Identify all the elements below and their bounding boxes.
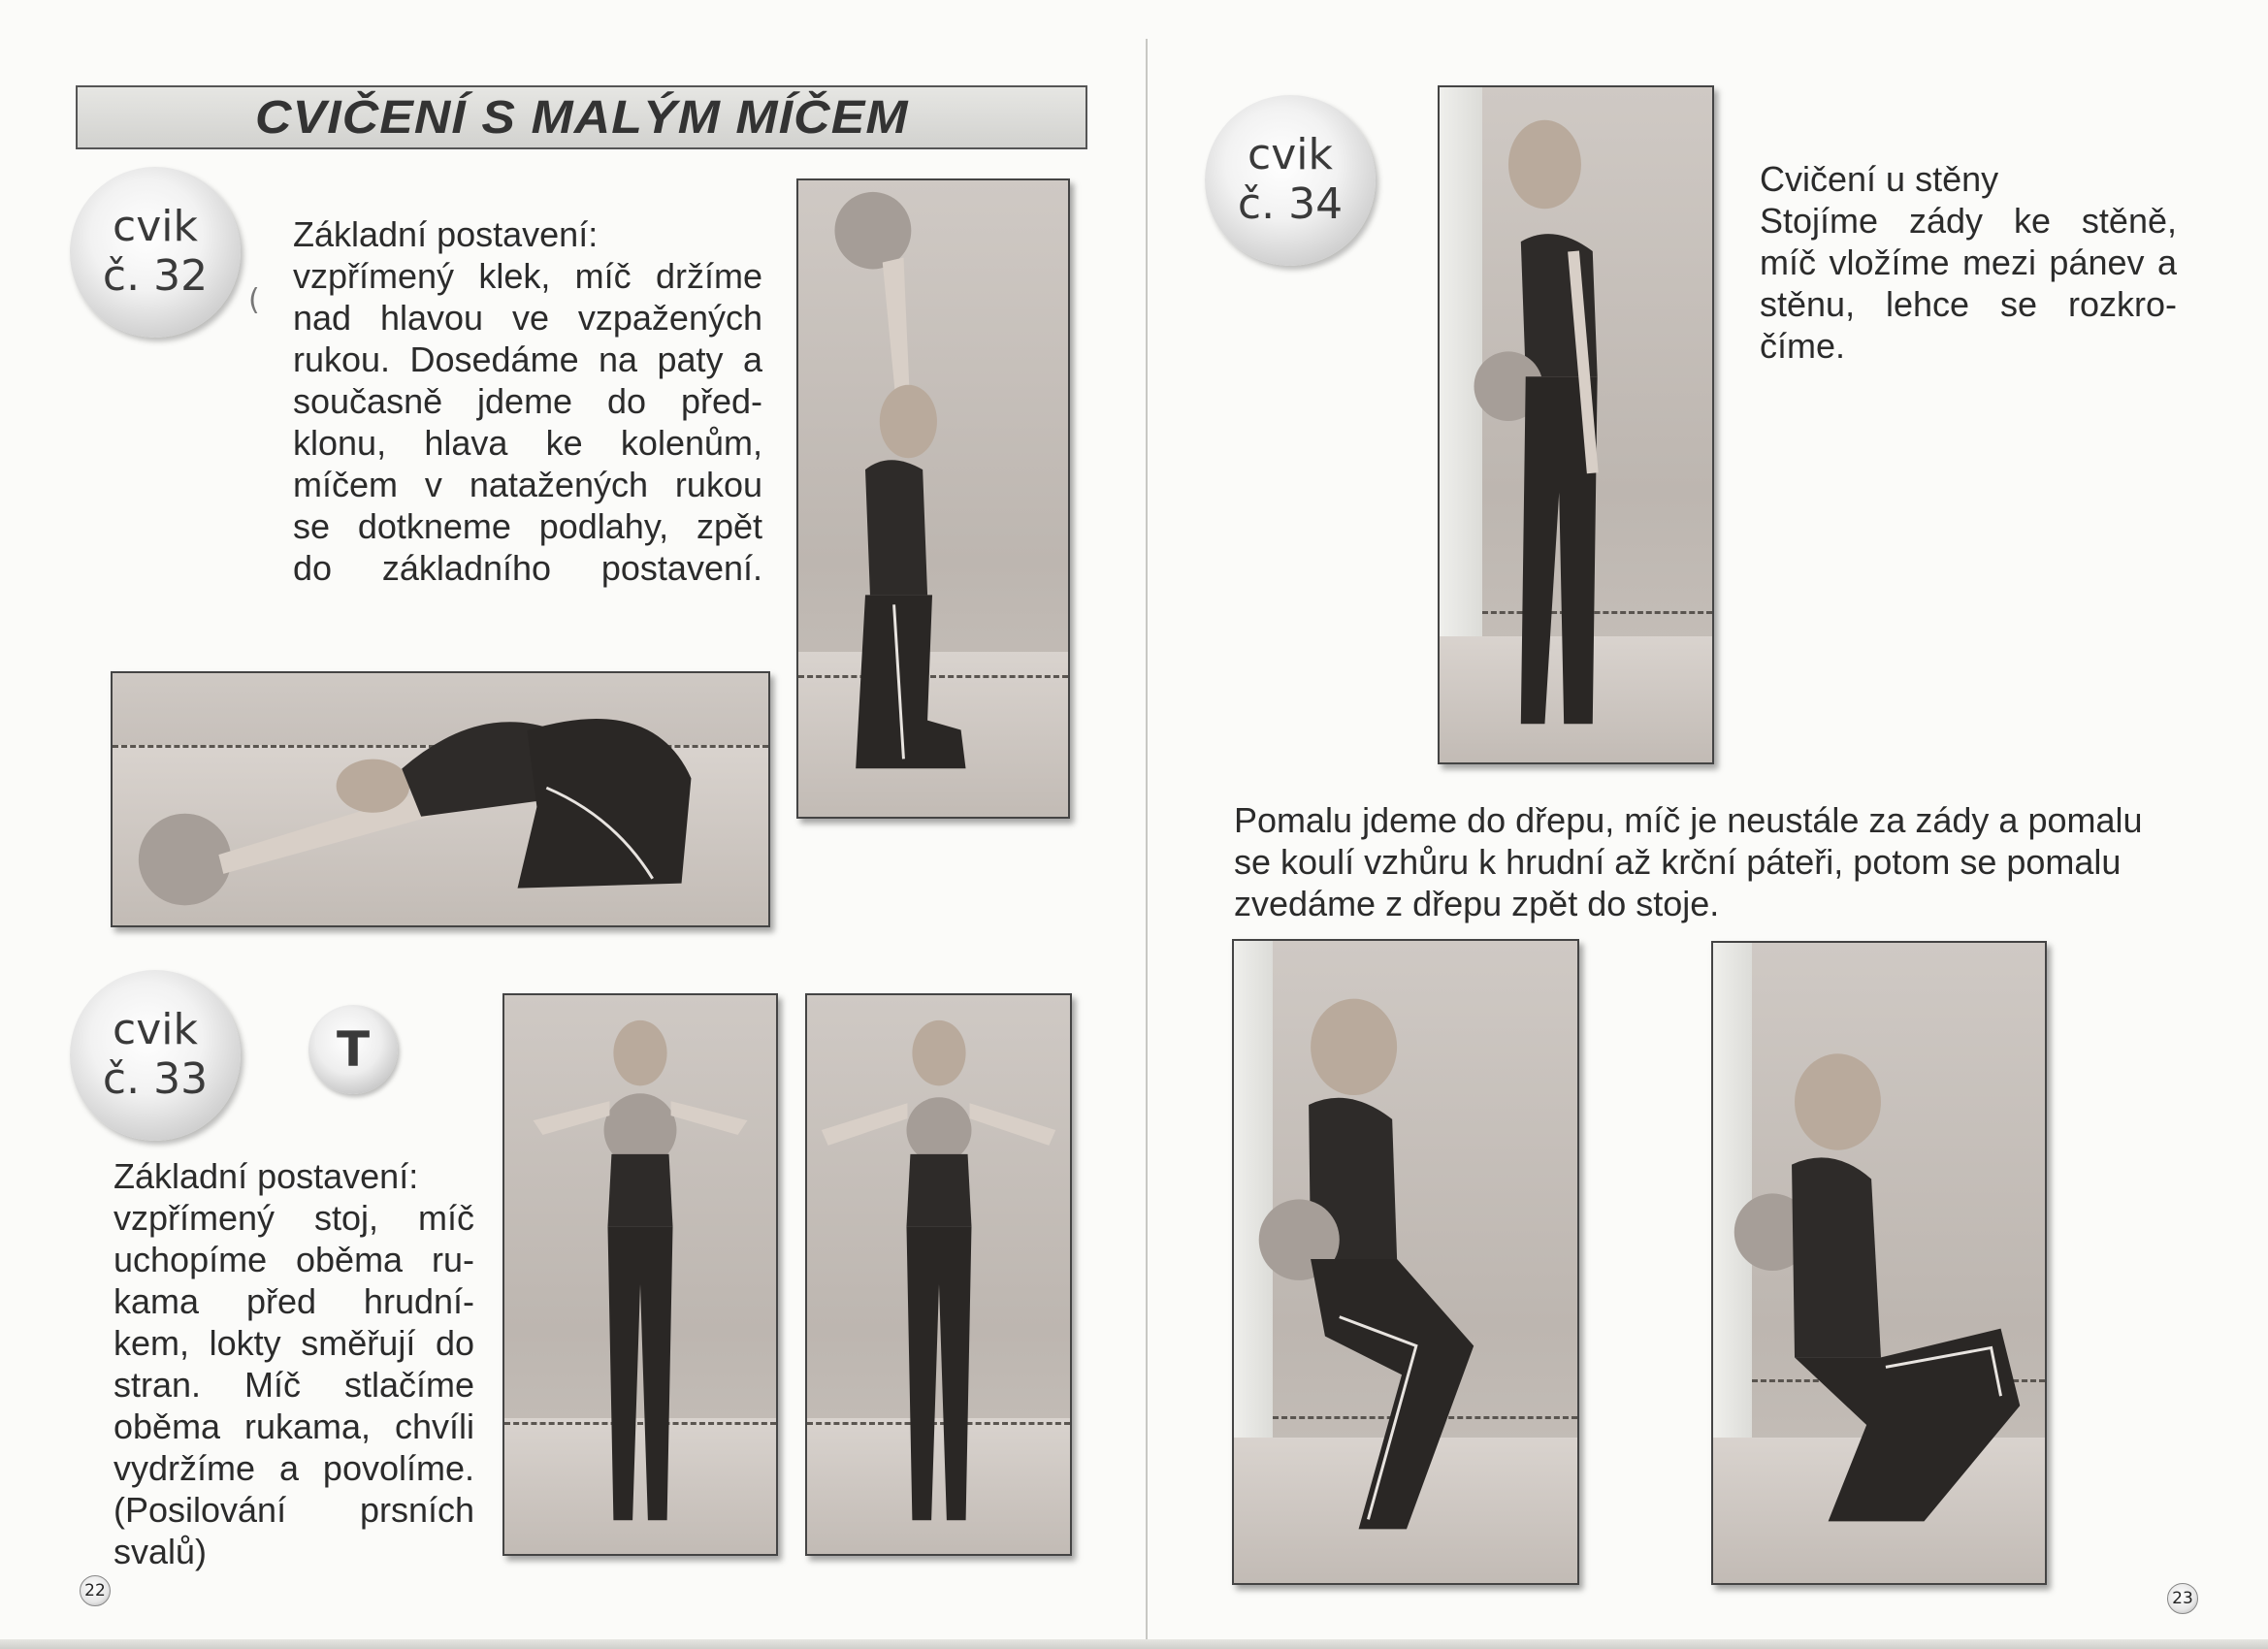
exercise-33-t-badge xyxy=(308,1005,398,1094)
text-line: svalů) xyxy=(113,1532,208,1571)
text-line: míčem v natažených rukou xyxy=(293,465,762,504)
text-line: stěnu, lehce se rozkro- xyxy=(1760,284,2177,324)
text-line: rukou. Dosedáme na paty a xyxy=(293,340,762,379)
text-line: nad hlavou ve vzpažených xyxy=(293,298,762,338)
badge-number: č. 33 xyxy=(102,1054,209,1104)
badge-number: č. 34 xyxy=(1237,179,1344,229)
text-line: (Posilování prsních xyxy=(113,1490,474,1530)
t-label: T xyxy=(336,1021,371,1078)
page-number-text: 22 xyxy=(84,1581,106,1600)
text-line: stran. Míč stlačíme xyxy=(113,1365,474,1405)
exercise-34-badge xyxy=(1205,95,1376,266)
page-number-text: 23 xyxy=(2172,1589,2193,1608)
exercise-34-continuation-text xyxy=(1234,799,2204,924)
photo-half-squat xyxy=(1232,939,1579,1585)
text-line: kem, lokty směřují do xyxy=(113,1323,474,1363)
page-right xyxy=(1145,0,2268,1649)
text-line: se dotkneme podlahy, zpět xyxy=(293,506,762,546)
badge-label: cvik xyxy=(113,202,198,252)
text-line: uchopíme oběma ru- xyxy=(113,1240,474,1279)
exercise-34-text xyxy=(1760,158,2177,367)
text-line: míč vložíme mezi pánev a xyxy=(1760,242,2177,282)
photo-standing-squeeze-1 xyxy=(502,993,778,1556)
badge-label: cvik xyxy=(113,1005,198,1055)
text-line: kama před hrudní- xyxy=(113,1281,474,1321)
photo-standing-squeeze-2 xyxy=(805,993,1072,1556)
text-line: vzpřímený klek, míč držíme xyxy=(293,256,762,296)
photo-child-pose xyxy=(111,671,770,927)
text-line: Cvičení u stěny xyxy=(1760,159,1999,199)
text-line: se koulí vzhůru k hrudní až krční páteři, potom se pomalu xyxy=(1234,842,2122,882)
text-line: oběma rukama, chvíli xyxy=(113,1406,474,1446)
page-number-right xyxy=(2167,1583,2198,1614)
exercise-32-badge xyxy=(70,167,241,338)
page-title-banner xyxy=(76,85,1087,149)
page-bottom-edge xyxy=(0,1639,2268,1649)
text-line: současně jdeme do před- xyxy=(293,381,762,421)
scan-mark: ( xyxy=(248,283,260,317)
page-number-left xyxy=(80,1575,111,1606)
badge-number: č. 32 xyxy=(102,251,209,301)
text-line: vydržíme a povolíme. xyxy=(113,1448,474,1488)
page-title: CVIČENÍ S MALÝM MÍČEM xyxy=(254,91,909,144)
text-line: Základní postavení: xyxy=(113,1156,419,1196)
text-line: Stojíme zády ke stěně, xyxy=(1760,201,2177,241)
exercise-33-badge xyxy=(70,970,241,1141)
text-line: číme. xyxy=(1760,326,1846,366)
text-line: Pomalu jdeme do dřepu, míč je neustále za zády a pomalu xyxy=(1234,800,2143,840)
text-line: Základní postavení: xyxy=(293,214,599,254)
text-line: do základního postavení. xyxy=(293,548,762,588)
exercise-33-text xyxy=(113,1155,474,1572)
text-line: zvedáme z dřepu zpět do stoje. xyxy=(1234,884,1720,923)
exercise-32-text xyxy=(293,213,762,589)
badge-label: cvik xyxy=(1247,130,1333,180)
text-line: klonu, hlava ke kolenům, xyxy=(293,423,762,463)
photo-kneel-arms-up xyxy=(796,178,1070,819)
text-line: vzpřímený stoj, míč xyxy=(113,1198,474,1238)
photo-standing-wall xyxy=(1438,85,1714,764)
photo-deep-squat xyxy=(1711,941,2047,1585)
